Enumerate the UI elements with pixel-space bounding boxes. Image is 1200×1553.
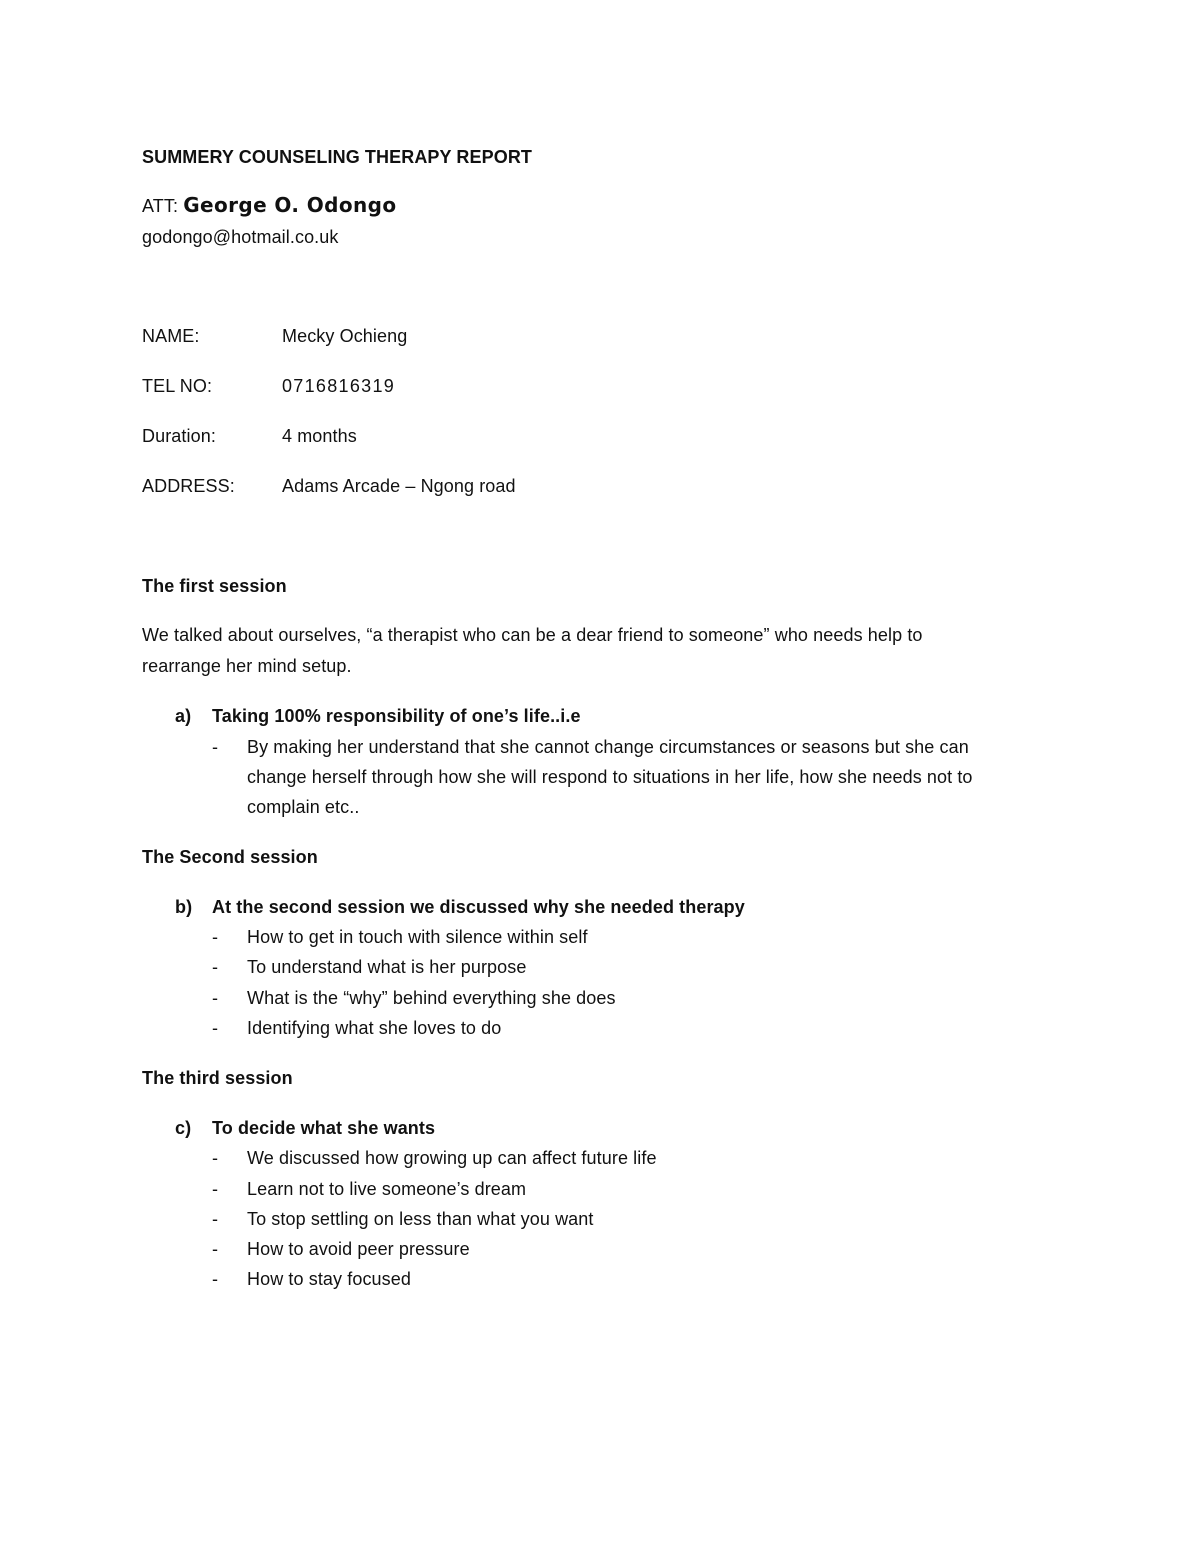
session3-bullet: To stop settling on less than what you want xyxy=(247,1209,594,1229)
bullet-dash: - xyxy=(212,988,218,1008)
field-label-name: NAME: xyxy=(142,326,200,346)
bullet-dash: - xyxy=(212,1018,218,1038)
field-label-duration: Duration: xyxy=(142,426,216,446)
report-title: SUMMERY COUNSELING THERAPY REPORT xyxy=(142,147,533,167)
field-label-tel: TEL NO: xyxy=(142,376,213,396)
session2-bullet: Identifying what she loves to do xyxy=(247,1018,502,1038)
field-value-tel: 0716816319 xyxy=(282,376,396,396)
bullet-dash: - xyxy=(212,1269,218,1289)
session1-item-marker: a) xyxy=(175,706,192,726)
att-name: George O. Odongo xyxy=(183,193,397,217)
session3-bullet: How to avoid peer pressure xyxy=(247,1239,470,1259)
session3-item-title: To decide what she wants xyxy=(212,1118,436,1138)
session2-bullet: To understand what is her purpose xyxy=(247,957,527,977)
session2-bullet: How to get in touch with silence within self xyxy=(247,927,588,947)
att-email: godongo@hotmail.co.uk xyxy=(142,227,339,247)
field-value-name: Mecky Ochieng xyxy=(282,326,408,346)
bullet-dash: - xyxy=(212,1148,218,1168)
att-label: ATT: xyxy=(142,196,179,216)
session2-bullet: What is the “why” behind everything she does xyxy=(247,988,616,1008)
bullet-dash: - xyxy=(212,1179,218,1199)
field-label-address: ADDRESS: xyxy=(142,476,235,496)
bullet-dash: - xyxy=(212,1239,218,1259)
session2-item-marker: b) xyxy=(175,897,193,917)
field-value-duration: 4 months xyxy=(282,426,357,446)
session2-item-title: At the second session we discussed why she needed therapy xyxy=(212,897,745,917)
session1-bullet-line3: complain etc.. xyxy=(247,797,360,817)
session1-bullet-line2: change herself through how she will respond to situations in her life, how she needs not to xyxy=(247,767,973,787)
session1-heading: The first session xyxy=(142,576,287,596)
bullet-dash: - xyxy=(212,957,218,977)
session2-heading: The Second session xyxy=(142,847,318,867)
bullet-dash: - xyxy=(212,1209,218,1229)
att-line xyxy=(142,193,397,218)
session1-paragraph-line2: rearrange her mind setup. xyxy=(142,656,352,676)
session1-item-title: Taking 100% responsibility of one’s life..i.e xyxy=(212,706,581,726)
session1-bullet-line1: By making her understand that she cannot change circumstances or seasons but she can xyxy=(247,737,969,757)
field-value-address: Adams Arcade – Ngong road xyxy=(282,476,516,496)
session3-heading: The third session xyxy=(142,1068,293,1088)
session3-item-marker: c) xyxy=(175,1118,192,1138)
session3-bullet: How to stay focused xyxy=(247,1269,411,1289)
session3-bullet: Learn not to live someone’s dream xyxy=(247,1179,527,1199)
session3-bullet: We discussed how growing up can affect future life xyxy=(247,1148,657,1168)
bullet-dash: - xyxy=(212,737,218,757)
session1-paragraph-line1: We talked about ourselves, “a therapist who can be a dear friend to someone” who needs help to xyxy=(142,625,923,645)
bullet-dash: - xyxy=(212,927,218,947)
